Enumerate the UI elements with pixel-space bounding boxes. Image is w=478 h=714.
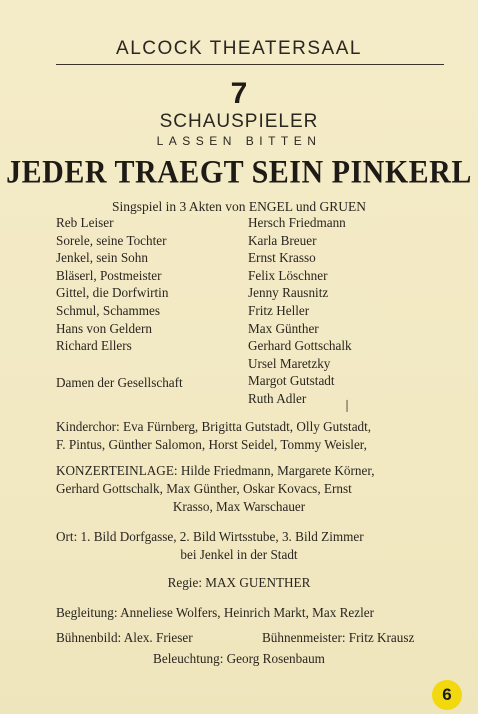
number-seven: 7: [230, 77, 248, 110]
cast-actor: Ursel Maretzky: [248, 355, 331, 371]
cast-actor: Hersch Friedmann: [248, 215, 346, 230]
ink-speck: ❘: [342, 398, 353, 412]
kinderchor-section: [0, 418, 442, 454]
ort-line: Ort: 1. Bild Dorfgasse, 2. Bild Wirtsstube, 3. Bild Zimmer: [56, 529, 364, 544]
cast-role: [56, 355, 183, 373]
cast-role: Bläserl, Postmeister: [56, 267, 162, 283]
beleuchtung-line: Beleuchtung: Georg Rosenbaum: [153, 651, 325, 666]
header-rule: [56, 64, 444, 65]
buehnenbild-line: Bühnenbild: Alex. Frieser: [56, 630, 193, 645]
cast-role: Hans von Geldern: [56, 320, 152, 336]
buehnenmeister-line: Bühnenmeister: Fritz Krausz: [262, 630, 415, 645]
regie-line: Regie: MAX GUENTHER: [167, 575, 311, 590]
cast-actor: Felix Löschner: [248, 267, 328, 283]
konzerteinlage-section: [0, 462, 478, 516]
ort-section: [0, 528, 478, 564]
konzert-line: Gerhard Gottschalk, Max Günther, Oskar Kovacs, Ernst: [56, 481, 352, 496]
cast-actor: Fritz Heller: [248, 302, 310, 318]
konzert-line: KONZERTEINLAGE: Hilde Friedmann, Margarete Körner,: [56, 463, 375, 478]
cast-role: Sorele, seine Tochter: [56, 232, 167, 248]
kinderchor-line: Kinderchor: Eva Fürnberg, Brigitta Gutstadt, Olly Gutstadt,: [56, 419, 372, 434]
cast-actor: Max Günther: [248, 320, 319, 336]
cast-actor: Jenny Rausnitz: [248, 285, 329, 301]
cast-actor: Margot Gutstadt: [248, 373, 335, 389]
play-subtitle: Singspiel in 3 Akten von ENGEL und GRUEN: [111, 199, 367, 214]
konzert-line: Krasso, Max Warschauer: [172, 499, 306, 514]
cast-roles: [56, 214, 183, 392]
cast-actor: Ernst Krasso: [248, 250, 316, 266]
cast-role: Reb Leiser: [56, 215, 114, 230]
play-title: JEDER TRAEGT SEIN PINKERL: [6, 154, 472, 191]
begleitung-line: Begleitung: Anneliese Wolfers, Heinrich Markt, Max Rezler: [56, 605, 375, 620]
page-number-badge: 6: [432, 680, 462, 710]
subheading-schauspieler: SCHAUSPIELER: [159, 111, 319, 132]
cast-role: Damen der Gesellschaft: [56, 375, 183, 391]
theater-name: ALCOCK THEATERSAAL: [116, 38, 362, 59]
cast-actor: Ruth Adler: [248, 390, 307, 406]
cast-role: Schmul, Schammes: [56, 302, 161, 318]
subheading-lassen-bitten: LASSEN BITTEN: [156, 134, 322, 148]
kinderchor-line: F. Pintus, Günther Salomon, Horst Seidel, Tommy Weisler,: [56, 437, 367, 452]
cast-role: Richard Ellers: [56, 338, 132, 354]
ort-line: bei Jenkel in der Stadt: [180, 547, 298, 562]
cast-actors: [248, 214, 352, 408]
cast-role: Jenkel, sein Sohn: [56, 250, 148, 266]
cast-actor: Gerhard Gottschalk: [248, 338, 352, 354]
cast-actor: Karla Breuer: [248, 232, 317, 248]
cast-role: Gittel, die Dorfwirtin: [56, 285, 169, 301]
